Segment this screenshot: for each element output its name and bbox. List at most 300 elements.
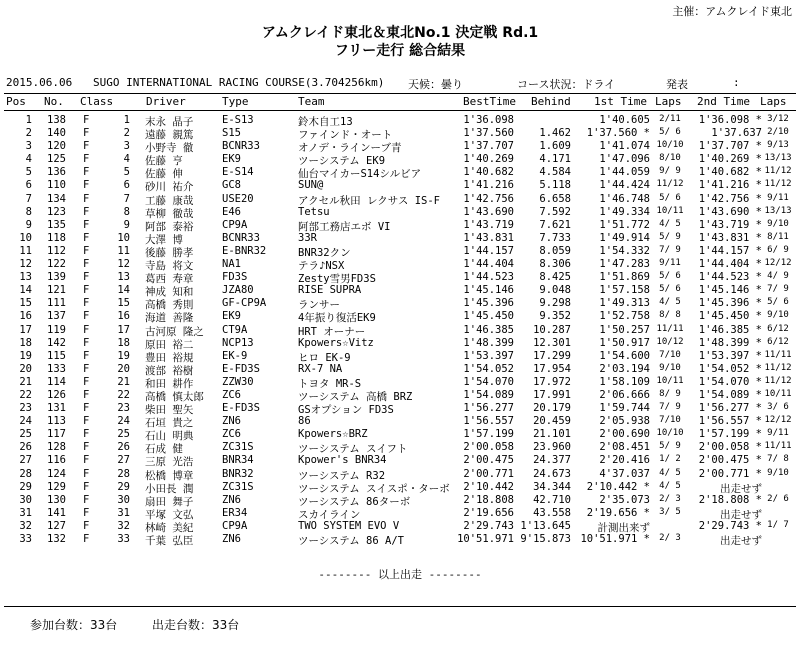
- cell-laps-1: 2/ 3: [659, 493, 681, 504]
- column-header-divider: [4, 110, 796, 111]
- cell-team: HRT オーナー: [298, 325, 366, 338]
- cell-pos: 2: [25, 127, 32, 140]
- cell-class: F: [83, 362, 90, 375]
- cell-driver: 扇田 舞子: [145, 495, 194, 508]
- table-row: [0, 441, 800, 454]
- cell-1st-time: 1'50.917: [599, 336, 650, 349]
- cell-team: TWO SYSTEM EVO V: [298, 519, 400, 532]
- cell-car-type: ER34: [222, 506, 248, 519]
- cell-team: ツーシステム EK9: [298, 155, 386, 168]
- cell-class: F: [83, 192, 90, 205]
- cell-team: 仙台マイカーS14シルビア: [298, 168, 422, 181]
- cell-2nd-time: 1'54.089 *: [698, 388, 762, 401]
- table-row: [0, 310, 800, 323]
- cell-2nd-time: 1'46.385 *: [698, 323, 762, 336]
- cell-1st-time: 2'05.938: [599, 415, 650, 428]
- cell-best-time: 1'54.070: [463, 375, 514, 388]
- cell-class: F: [83, 323, 90, 336]
- entry-count: 参加台数：33台: [30, 618, 118, 632]
- event-title: アムクレイド東北＆東北No.1 決定戦 Rd.1: [261, 25, 539, 41]
- cell-car-number: 118: [47, 231, 66, 244]
- cell-best-time: 1'46.385: [463, 323, 514, 336]
- cell-class-position: 33: [117, 533, 130, 545]
- cell-car-number: 139: [47, 271, 66, 284]
- cell-behind: 24.673: [533, 467, 571, 480]
- cell-car-type: NCP13: [222, 336, 254, 349]
- cell-car-type: E46: [222, 205, 241, 218]
- cell-car-number: 142: [47, 336, 66, 349]
- cell-best-time: 1'53.397: [463, 349, 514, 362]
- cell-behind: 42.710: [533, 493, 571, 506]
- cell-class-position: 6: [123, 179, 130, 192]
- cell-team: Kpowers☆BRZ: [298, 428, 368, 441]
- cell-class-position: 21: [117, 375, 130, 388]
- cell-1st-time: 2'10.442 *: [586, 480, 650, 493]
- cell-team: オノデ・ラインーブ青: [298, 142, 402, 155]
- col-header-1st-time: 1st Time: [594, 95, 647, 108]
- cell-team: ツーシステム スイフト: [298, 443, 408, 456]
- cell-behind: 9.298: [539, 297, 571, 310]
- cell-1st-time: 2'20.416: [599, 454, 650, 467]
- cell-behind: 10.287: [533, 323, 571, 336]
- cell-pos: 5: [25, 166, 32, 179]
- cell-car-type: ZN6: [222, 533, 241, 545]
- cell-car-type: E-FD3S: [222, 402, 260, 415]
- cell-driver: 石垣 貴之: [145, 417, 194, 430]
- cell-pos: 31: [19, 506, 32, 519]
- cell-driver: 高橋 秀則: [145, 299, 194, 312]
- table-row: [0, 127, 800, 140]
- cell-car-number: 135: [47, 218, 66, 231]
- cell-behind: 21.101: [533, 428, 571, 441]
- cell-best-time: 1'45.450: [463, 310, 514, 323]
- cell-driver: 砂川 祐介: [145, 181, 194, 194]
- cell-pos: 16: [19, 310, 32, 323]
- cell-car-number: 117: [47, 428, 66, 441]
- cell-pos: 11: [19, 244, 32, 257]
- cell-car-type: EK-9: [222, 349, 248, 362]
- table-row: [0, 284, 800, 297]
- cell-team: Zesty雪男FD3S: [298, 273, 376, 286]
- cell-pos: 1: [25, 114, 32, 126]
- cell-best-time: 1'45.146: [463, 284, 514, 297]
- cell-driver: 海道 善隆: [145, 312, 194, 325]
- cell-laps-1: 2/ 3: [659, 533, 681, 543]
- cell-car-type: JZA80: [222, 284, 254, 297]
- cell-behind: 9.352: [539, 310, 571, 323]
- cell-pos: 33: [19, 533, 32, 545]
- cell-class-position: 18: [117, 336, 130, 349]
- table-row: [0, 350, 800, 363]
- announce-time: :: [733, 76, 740, 89]
- col-header-besttime: BestTime: [463, 95, 516, 108]
- cell-team: アクセル秋田 レクサス IS-F: [298, 194, 440, 207]
- cell-pos: 19: [19, 349, 32, 362]
- cell-behind: 17.299: [533, 349, 571, 362]
- cell-class-position: 1: [123, 114, 130, 126]
- cell-class: F: [83, 114, 90, 126]
- table-row: [0, 454, 800, 467]
- cell-1st-time: 1'37.560 *: [586, 127, 650, 140]
- cell-class: F: [83, 218, 90, 231]
- session-title: フリー走行 総合結果: [334, 43, 466, 59]
- course-name: SUGO INTERNATIONAL RACING COURSE(3.704256km): [93, 76, 385, 89]
- cell-laps-2: 5/ 6: [767, 297, 789, 308]
- end-of-starters-note: -------- 以上出走 --------: [318, 568, 482, 581]
- cell-car-type: BNR34: [222, 454, 254, 467]
- cell-behind: 7.621: [539, 218, 571, 231]
- cell-class-position: 12: [117, 258, 130, 271]
- cell-driver: 小野寺 徹: [145, 142, 194, 155]
- cell-car-type: BCNR33: [222, 231, 260, 244]
- cell-best-time: 2'00.475: [463, 454, 514, 467]
- cell-best-time: 2'00.058: [463, 441, 514, 454]
- cell-class: F: [83, 258, 90, 271]
- cell-class-position: 24: [117, 415, 130, 428]
- cell-driver: 阿部 泰裕: [145, 220, 194, 233]
- col-header-driver: Driver: [146, 95, 186, 108]
- table-row: [0, 415, 800, 428]
- cell-class-position: 22: [117, 388, 130, 401]
- cell-car-number: 133: [47, 362, 66, 375]
- cell-pos: 6: [25, 179, 32, 192]
- cell-best-time: 10'51.971: [457, 533, 514, 545]
- cell-2nd-time: 1'45.396 *: [698, 297, 762, 310]
- table-row: [0, 114, 800, 127]
- cell-class: F: [83, 179, 90, 192]
- cell-1st-time: 1'47.096: [599, 153, 650, 166]
- cell-pos: 17: [19, 323, 32, 336]
- cell-class: F: [83, 244, 90, 257]
- cell-car-type: ZC6: [222, 388, 241, 401]
- table-row: [0, 179, 800, 192]
- cell-class: F: [83, 493, 90, 506]
- cell-laps-2: 7/ 8: [767, 454, 789, 465]
- cell-driver: 工藤 康哉: [145, 194, 194, 207]
- starter-count: 出走台数：33台: [152, 618, 240, 632]
- cell-class-position: 28: [117, 467, 130, 480]
- cell-class: F: [83, 231, 90, 244]
- cell-laps-2: 13/13: [764, 205, 792, 216]
- cell-laps-1: 4/ 5: [659, 480, 681, 491]
- cell-car-number: 137: [47, 310, 66, 323]
- cell-1st-time: 1'57.158: [599, 284, 650, 297]
- cell-car-number: 124: [47, 467, 66, 480]
- cell-class: F: [83, 375, 90, 388]
- table-row: [0, 337, 800, 350]
- cell-class-position: 3: [123, 140, 130, 153]
- cell-laps-1: 5/ 6: [659, 271, 681, 282]
- cell-class-position: 31: [117, 506, 130, 519]
- table-row: [0, 376, 800, 389]
- cell-laps-2: 12/12: [764, 415, 792, 426]
- cell-1st-time: 1'44.059: [599, 166, 650, 179]
- cell-1st-time: 1'54.600: [599, 349, 650, 362]
- cell-1st-time: 2'19.656 *: [586, 506, 650, 519]
- cell-driver: 柴田 聖矢: [145, 404, 194, 417]
- cell-class-position: 7: [123, 192, 130, 205]
- cell-class-position: 13: [117, 271, 130, 284]
- cell-class-position: 14: [117, 284, 130, 297]
- col-header-no: No.: [44, 95, 64, 108]
- cell-best-time: 1'54.052: [463, 362, 514, 375]
- cell-team: ツーシステム 高橋 BRZ: [298, 390, 413, 403]
- cell-pos: 8: [25, 205, 32, 218]
- cell-class-position: 23: [117, 402, 130, 415]
- cell-2nd-time: 1'37.637: [711, 127, 762, 140]
- cell-best-time: 1'56.277: [463, 402, 514, 415]
- cell-1st-time: 2'00.690: [599, 428, 650, 441]
- cell-laps-2: 13/13: [764, 153, 792, 164]
- cell-laps-2: 11/12: [764, 375, 792, 386]
- cell-best-time: 2'18.808: [463, 493, 514, 506]
- cell-1st-time: 1'54.332: [599, 244, 650, 257]
- cell-laps-2: 2/ 6: [767, 493, 789, 504]
- cell-laps-1: 5/ 9: [659, 231, 681, 242]
- cell-pos: 28: [19, 467, 32, 480]
- cell-laps-1: 10/12: [656, 336, 684, 347]
- cell-class: F: [83, 349, 90, 362]
- cell-laps-1: 7/ 9: [659, 402, 681, 413]
- cell-pos: 26: [19, 441, 32, 454]
- cell-class: F: [83, 127, 90, 140]
- cell-car-type: EK9: [222, 310, 241, 323]
- cell-car-type: E-FD3S: [222, 362, 260, 375]
- cell-best-time: 1'41.216: [463, 179, 514, 192]
- cell-laps-2: 12/12: [764, 258, 792, 269]
- cell-laps-2: 6/12: [767, 323, 789, 334]
- date: 2015.06.06: [6, 76, 73, 89]
- cell-laps-1: 4/ 5: [659, 467, 681, 478]
- cell-laps-2: 11/11: [764, 349, 792, 360]
- cell-class-position: 20: [117, 362, 130, 375]
- cell-best-time: 1'57.199: [463, 428, 514, 441]
- cell-car-type: E-BNR32: [222, 244, 267, 257]
- cell-driver: 神成 知和: [145, 286, 194, 299]
- cell-laps-2: 11/11: [764, 441, 792, 452]
- cell-laps-1: 3/ 5: [659, 506, 681, 517]
- cell-1st-time: 1'58.109: [599, 375, 650, 388]
- cell-laps-2: 9/13: [767, 140, 789, 151]
- cell-class: F: [83, 441, 90, 454]
- cell-team: Tetsu: [298, 205, 330, 218]
- cell-class: F: [83, 467, 90, 480]
- cell-class: F: [83, 140, 90, 153]
- cell-team: Kpower's BNR34: [298, 454, 387, 467]
- cell-class-position: 25: [117, 428, 130, 441]
- cell-laps-1: 9/10: [659, 362, 681, 373]
- cell-team: Kpowers☆Vitz: [298, 336, 374, 349]
- cell-class-position: 27: [117, 454, 130, 467]
- cell-class: F: [83, 388, 90, 401]
- cell-1st-time: 1'51.772: [599, 218, 650, 231]
- cell-pos: 25: [19, 428, 32, 441]
- table-row: [0, 468, 800, 481]
- cell-car-type: EK9: [222, 153, 241, 166]
- cell-car-number: 126: [47, 388, 66, 401]
- cell-class-position: 16: [117, 310, 130, 323]
- cell-laps-1: 7/10: [659, 415, 681, 426]
- cell-1st-time: 1'49.914: [599, 231, 650, 244]
- cell-2nd-time: 1'45.450 *: [698, 310, 762, 323]
- cell-laps-1: 5/ 6: [659, 284, 681, 295]
- cell-team: RX-7 NA: [298, 362, 343, 375]
- cell-laps-1: 7/10: [659, 349, 681, 360]
- cell-car-type: USE20: [222, 192, 254, 205]
- cell-car-type: E-S14: [222, 166, 254, 179]
- cell-class: F: [83, 166, 90, 179]
- cell-car-number: 131: [47, 402, 66, 415]
- cell-pos: 12: [19, 258, 32, 271]
- cell-1st-time: 1'51.869: [599, 271, 650, 284]
- cell-driver: 佐藤 亨: [145, 155, 183, 168]
- cell-car-number: 115: [47, 349, 66, 362]
- cell-car-type: BCNR33: [222, 140, 260, 153]
- cell-team: 阿部工務店エボ VI: [298, 220, 391, 233]
- cell-car-type: ZN6: [222, 493, 241, 506]
- table-row: [0, 206, 800, 219]
- cell-car-type: NA1: [222, 258, 241, 271]
- cell-1st-time: 1'49.313: [599, 297, 650, 310]
- cell-pos: 29: [19, 480, 32, 493]
- cell-behind: 43.558: [533, 506, 571, 519]
- cell-laps-1: 11/11: [656, 323, 684, 334]
- cell-laps-1: 2/11: [659, 114, 681, 124]
- cell-team: ファインド・オート: [298, 129, 393, 142]
- col-header-behind: Behind: [531, 95, 571, 108]
- cell-behind: 4.584: [539, 166, 571, 179]
- col-header-laps-1: Laps: [655, 95, 682, 108]
- cell-class: F: [83, 153, 90, 166]
- cell-best-time: 1'48.399: [463, 336, 514, 349]
- cell-car-number: 123: [47, 205, 66, 218]
- cell-team: トヨタ MR-S: [298, 377, 362, 390]
- cell-laps-2: 10/11: [764, 388, 792, 399]
- table-row: [0, 494, 800, 507]
- table-row: [0, 245, 800, 258]
- cell-class: F: [83, 310, 90, 323]
- cell-class: F: [83, 336, 90, 349]
- weather: 天候：曇り: [408, 78, 463, 91]
- cell-class-position: 30: [117, 493, 130, 506]
- cell-pos: 3: [25, 140, 32, 153]
- cell-car-number: 141: [47, 506, 66, 519]
- cell-1st-time: 2'35.073: [599, 493, 650, 506]
- cell-team: BNR32クン: [298, 246, 351, 259]
- cell-2nd-time: 1'54.070 *: [698, 375, 762, 388]
- cell-car-type: E-S13: [222, 114, 254, 126]
- cell-behind: 8.425: [539, 271, 571, 284]
- table-row: [0, 507, 800, 520]
- cell-behind: 8.059: [539, 244, 571, 257]
- cell-car-number: 113: [47, 415, 66, 428]
- cell-behind: 5.118: [539, 179, 571, 192]
- table-row: [0, 219, 800, 232]
- cell-1st-time: 1'46.748: [599, 192, 650, 205]
- cell-behind: 34.344: [533, 480, 571, 493]
- cell-behind: 20.179: [533, 402, 571, 415]
- cell-car-type: ZN6: [222, 415, 241, 428]
- cell-class-position: 32: [117, 519, 130, 532]
- cell-class: F: [83, 428, 90, 441]
- cell-class-position: 29: [117, 480, 130, 493]
- cell-driver: 遠藤 親篤: [145, 129, 194, 142]
- cell-car-type: ZC31S: [222, 480, 254, 493]
- cell-pos: 32: [19, 519, 32, 532]
- cell-behind: 1'13.645: [520, 519, 571, 532]
- cell-laps-2: 9/10: [767, 218, 789, 229]
- cell-2nd-time: 2'00.058 *: [698, 441, 762, 454]
- cell-2nd-time: 1'57.199 *: [698, 428, 762, 441]
- cell-driver: 和田 耕作: [145, 377, 194, 390]
- cell-laps-2: 6/12: [767, 336, 789, 347]
- cell-behind: 1.609: [539, 140, 571, 153]
- cell-laps-1: 10/11: [656, 375, 684, 386]
- cell-class-position: 15: [117, 297, 130, 310]
- cell-class: F: [83, 480, 90, 493]
- cell-class-position: 19: [117, 349, 130, 362]
- cell-laps-1: 10/10: [656, 428, 684, 439]
- cell-laps-2: 9/10: [767, 310, 789, 321]
- cell-best-time: 1'44.523: [463, 271, 514, 284]
- cell-car-type: GF-CP9A: [222, 297, 267, 310]
- cell-2nd-time: 出走せず: [720, 482, 762, 495]
- cell-class-position: 8: [123, 205, 130, 218]
- table-row: [0, 153, 800, 166]
- cell-1st-time: 1'40.605: [599, 114, 650, 126]
- cell-car-type: ZZW30: [222, 375, 254, 388]
- cell-behind: 17.991: [533, 388, 571, 401]
- cell-1st-time: 1'59.744: [599, 402, 650, 415]
- cell-behind: 1.462: [539, 127, 571, 140]
- cell-behind: 7.592: [539, 205, 571, 218]
- cell-best-time: 1'37.707: [463, 140, 514, 153]
- cell-2nd-time: 1'43.719 *: [698, 218, 762, 231]
- cell-best-time: 1'54.089: [463, 388, 514, 401]
- cell-best-time: 2'29.743: [463, 519, 514, 532]
- cell-laps-1: 5/ 9: [659, 441, 681, 452]
- cell-behind: 4.171: [539, 153, 571, 166]
- cell-best-time: 2'10.442: [463, 480, 514, 493]
- cell-2nd-time: 1'48.399 *: [698, 336, 762, 349]
- cell-driver: 林崎 美紀: [145, 521, 194, 534]
- cell-2nd-time: 2'18.808 *: [698, 493, 762, 506]
- cell-laps-2: 9/11: [767, 428, 789, 439]
- cell-car-number: 129: [47, 480, 66, 493]
- cell-pos: 30: [19, 493, 32, 506]
- cell-car-type: FD3S: [222, 271, 248, 284]
- cell-best-time: 1'40.269: [463, 153, 514, 166]
- cell-2nd-time: 2'00.475 *: [698, 454, 762, 467]
- cell-2nd-time: 1'37.707 *: [698, 140, 762, 153]
- table-row: [0, 140, 800, 153]
- cell-team: テラ♪NSX: [298, 260, 345, 273]
- cell-team: ツーシステム 86 A/T: [298, 535, 404, 547]
- cell-pos: 21: [19, 375, 32, 388]
- cell-pos: 9: [25, 218, 32, 231]
- cell-class: F: [83, 454, 90, 467]
- cell-laps-1: 5/ 6: [659, 127, 681, 138]
- cell-pos: 24: [19, 415, 32, 428]
- cell-team: RISE SUPRA: [298, 284, 362, 297]
- cell-car-type: ZC6: [222, 428, 241, 441]
- cell-laps-2: 11/12: [764, 362, 792, 373]
- cell-2nd-time: 2'29.743 *: [698, 519, 762, 532]
- col-header-type: Type: [222, 95, 249, 108]
- cell-laps-1: 8/10: [659, 153, 681, 164]
- cell-team: ツーシステム R32: [298, 469, 386, 482]
- cell-pos: 22: [19, 388, 32, 401]
